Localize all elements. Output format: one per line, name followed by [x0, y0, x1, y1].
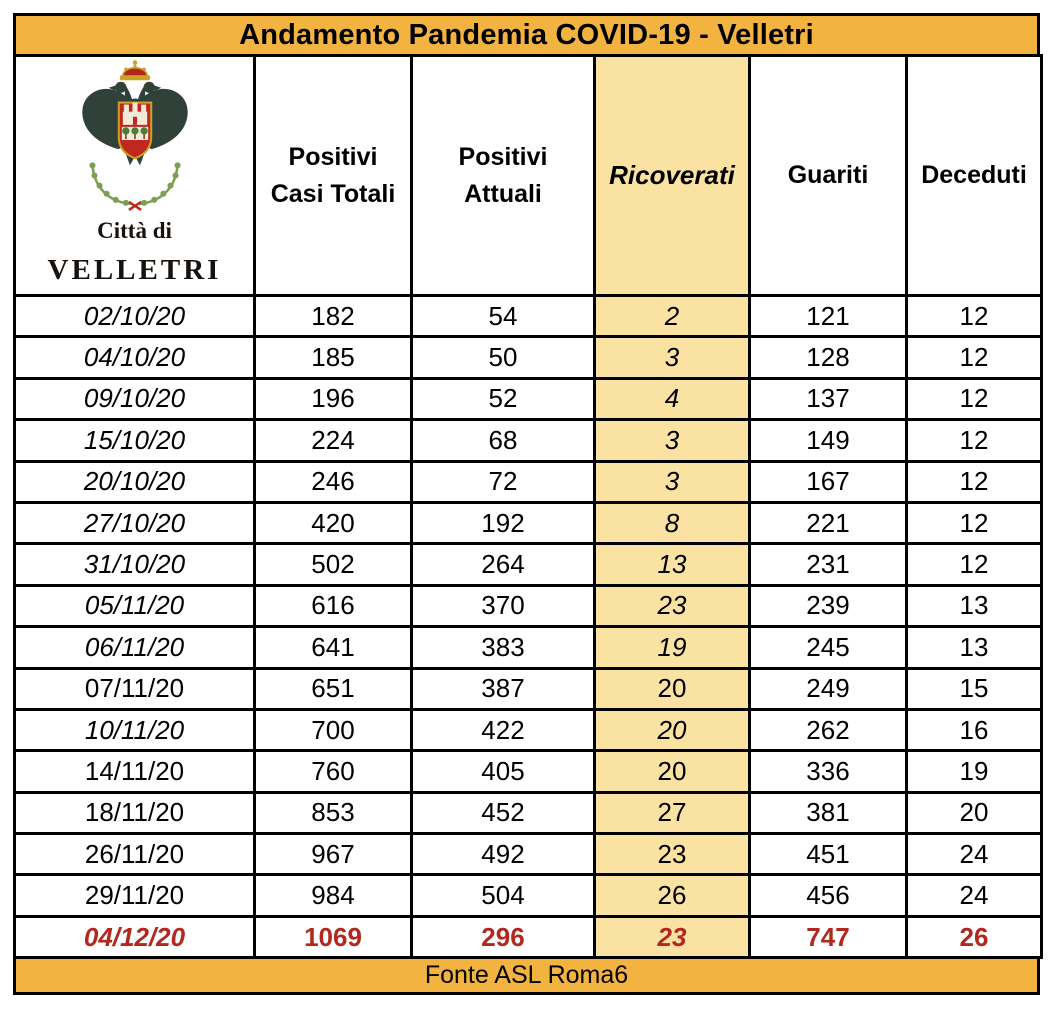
laurel-wreath [89, 162, 180, 210]
recovered-cell: 262 [750, 709, 907, 750]
ribbon [128, 202, 140, 210]
total-cases-cell: 700 [255, 709, 412, 750]
current-cases-cell: 72 [412, 461, 595, 502]
column-header-hospitalized: Ricoverati [595, 56, 750, 296]
date-cell: 20/10/20 [15, 461, 255, 502]
recovered-cell: 231 [750, 544, 907, 585]
hospitalized-cell: 19 [595, 627, 750, 668]
recovered-cell: 137 [750, 378, 907, 419]
deceased-cell: 12 [907, 296, 1042, 337]
date-cell: 15/10/20 [15, 420, 255, 461]
recovered-cell: 456 [750, 875, 907, 916]
current-cases-cell: 492 [412, 834, 595, 875]
hospitalized-cell: 3 [595, 461, 750, 502]
date-cell: 29/11/20 [15, 875, 255, 916]
covid-data-table [13, 54, 1043, 959]
hospitalized-cell: 20 [595, 751, 750, 792]
current-cases-cell: 405 [412, 751, 595, 792]
deceased-cell: 15 [907, 668, 1042, 709]
recovered-cell: 121 [750, 296, 907, 337]
table-row [15, 751, 1042, 792]
table-row [15, 585, 1042, 626]
deceased-cell: 12 [907, 337, 1042, 378]
recovered-cell: 245 [750, 627, 907, 668]
deceased-cell: 12 [907, 502, 1042, 543]
recovered-cell: 239 [750, 585, 907, 626]
total-cases-cell: 182 [255, 296, 412, 337]
date-cell: 04/10/20 [15, 337, 255, 378]
table-row [15, 544, 1042, 585]
date-cell: 18/11/20 [15, 792, 255, 833]
recovered-cell: 149 [750, 420, 907, 461]
current-cases-cell: 54 [412, 296, 595, 337]
total-cases-cell: 1069 [255, 916, 412, 957]
current-cases-cell: 452 [412, 792, 595, 833]
date-cell: 31/10/20 [15, 544, 255, 585]
current-cases-cell: 264 [412, 544, 595, 585]
table-row [15, 502, 1042, 543]
hospitalized-cell: 4 [595, 378, 750, 419]
current-cases-cell: 192 [412, 502, 595, 543]
table-row [15, 337, 1042, 378]
table-row [15, 834, 1042, 875]
recovered-cell: 221 [750, 502, 907, 543]
current-cases-cell: 52 [412, 378, 595, 419]
total-cases-cell: 967 [255, 834, 412, 875]
table-row [15, 875, 1042, 916]
header-row [15, 56, 1042, 296]
total-cases-cell: 641 [255, 627, 412, 668]
hospitalized-cell: 23 [595, 585, 750, 626]
recovered-cell: 128 [750, 337, 907, 378]
date-cell: 27/10/20 [15, 502, 255, 543]
total-cases-cell: 185 [255, 337, 412, 378]
column-header-current-cases: Positivi Attuali [412, 56, 595, 296]
deceased-cell: 16 [907, 709, 1042, 750]
logo-cell [15, 56, 255, 296]
column-header-deceased: Deceduti [907, 56, 1042, 296]
recovered-cell: 451 [750, 834, 907, 875]
hospitalized-cell: 3 [595, 420, 750, 461]
hospitalized-cell: 13 [595, 544, 750, 585]
hospitalized-cell: 23 [595, 916, 750, 957]
footer-bar [13, 956, 1040, 995]
current-cases-cell: 50 [412, 337, 595, 378]
recovered-cell: 249 [750, 668, 907, 709]
hospitalized-cell: 23 [595, 834, 750, 875]
current-cases-cell: 387 [412, 668, 595, 709]
deceased-cell: 12 [907, 461, 1042, 502]
date-cell: 26/11/20 [15, 834, 255, 875]
table-row [15, 668, 1042, 709]
current-cases-cell: 422 [412, 709, 595, 750]
recovered-cell: 381 [750, 792, 907, 833]
page-title: Andamento Pandemia COVID-19 - Velletri [239, 18, 814, 51]
table-row [15, 916, 1042, 957]
source-label: Fonte ASL Roma6 [424, 961, 629, 990]
deceased-cell: 26 [907, 916, 1042, 957]
title-bar [13, 13, 1040, 57]
table-row [15, 461, 1042, 502]
deceased-cell: 12 [907, 420, 1042, 461]
table-row [15, 378, 1042, 419]
date-cell: 09/10/20 [15, 378, 255, 419]
current-cases-cell: 383 [412, 627, 595, 668]
date-cell: 10/11/20 [15, 709, 255, 750]
recovered-cell: 336 [750, 751, 907, 792]
total-cases-cell: 760 [255, 751, 412, 792]
date-cell: 07/11/20 [15, 668, 255, 709]
velletri-coat-of-arms-icon [74, 60, 196, 212]
total-cases-cell: 420 [255, 502, 412, 543]
hospitalized-cell: 20 [595, 668, 750, 709]
logo-city-label: Città di [97, 217, 172, 243]
hospitalized-cell: 3 [595, 337, 750, 378]
table-row [15, 792, 1042, 833]
total-cases-cell: 853 [255, 792, 412, 833]
hospitalized-cell: 8 [595, 502, 750, 543]
current-cases-cell: 296 [412, 916, 595, 957]
total-cases-cell: 196 [255, 378, 412, 419]
deceased-cell: 24 [907, 834, 1042, 875]
current-cases-cell: 68 [412, 420, 595, 461]
recovered-cell: 167 [750, 461, 907, 502]
table-row [15, 627, 1042, 668]
column-header-total-cases: Positivi Casi Totali [255, 56, 412, 296]
total-cases-cell: 651 [255, 668, 412, 709]
total-cases-cell: 224 [255, 420, 412, 461]
date-cell: 05/11/20 [15, 585, 255, 626]
total-cases-cell: 616 [255, 585, 412, 626]
recovered-cell: 747 [750, 916, 907, 957]
deceased-cell: 12 [907, 378, 1042, 419]
total-cases-cell: 246 [255, 461, 412, 502]
logo-name-label: VELLETRI [47, 254, 222, 287]
hospitalized-cell: 20 [595, 709, 750, 750]
date-cell: 14/11/20 [15, 751, 255, 792]
total-cases-cell: 984 [255, 875, 412, 916]
column-header-recovered: Guariti [750, 56, 907, 296]
deceased-cell: 12 [907, 544, 1042, 585]
deceased-cell: 13 [907, 627, 1042, 668]
crown [119, 60, 149, 80]
total-cases-cell: 502 [255, 544, 412, 585]
hospitalized-cell: 2 [595, 296, 750, 337]
castle-shield [118, 102, 150, 158]
hospitalized-cell: 26 [595, 875, 750, 916]
deceased-cell: 13 [907, 585, 1042, 626]
deceased-cell: 19 [907, 751, 1042, 792]
date-cell: 04/12/20 [15, 916, 255, 957]
hospitalized-cell: 27 [595, 792, 750, 833]
date-cell: 06/11/20 [15, 627, 255, 668]
deceased-cell: 20 [907, 792, 1042, 833]
date-cell: 02/10/20 [15, 296, 255, 337]
table-row [15, 709, 1042, 750]
deceased-cell: 24 [907, 875, 1042, 916]
table-row [15, 296, 1042, 337]
table-row [15, 420, 1042, 461]
current-cases-cell: 504 [412, 875, 595, 916]
current-cases-cell: 370 [412, 585, 595, 626]
